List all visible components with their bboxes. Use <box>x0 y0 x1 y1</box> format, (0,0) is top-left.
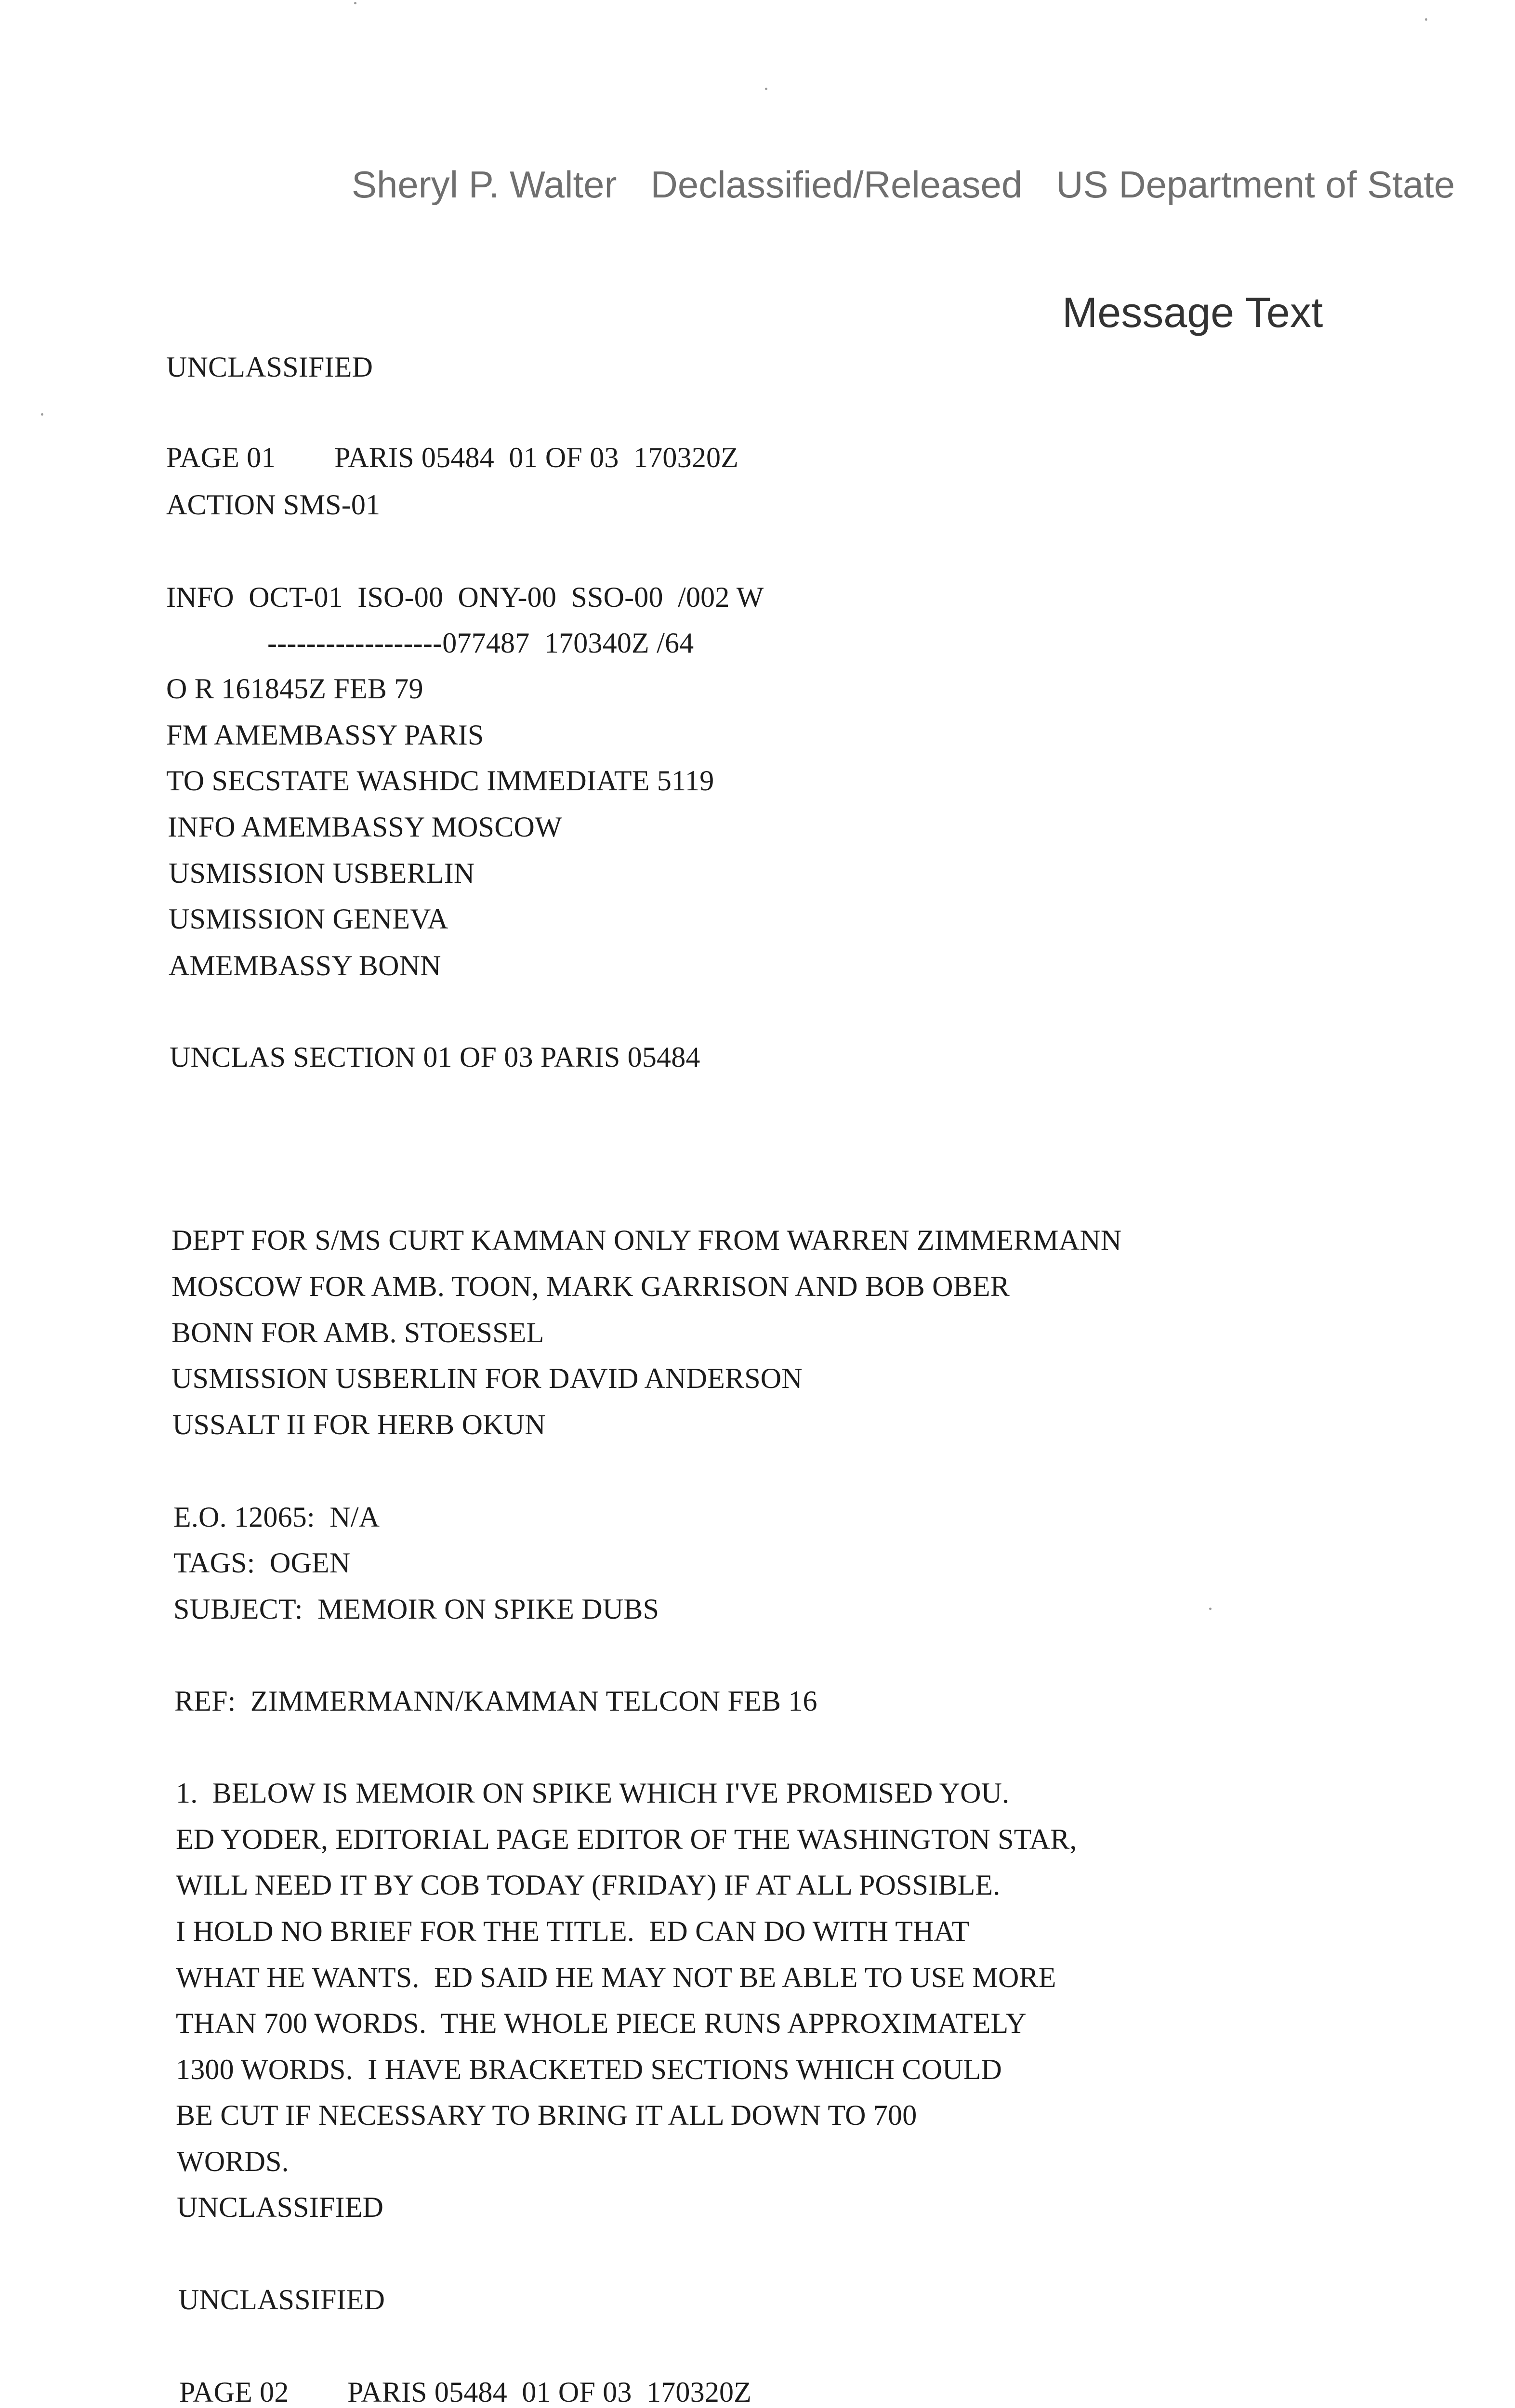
stamp-agency: US Department of State <box>1056 163 1455 206</box>
info-addressee: AMEMBASSY BONN <box>169 950 441 982</box>
to-line: TO SECSTATE WASHDC IMMEDIATE 5119 <box>166 765 714 797</box>
distribution-line: USSALT II FOR HERB OKUN <box>172 1409 546 1440</box>
scan-speck <box>41 413 43 416</box>
page-line: PAGE 01 PARIS 05484 01 OF 03 170320Z <box>166 442 739 473</box>
paragraph-1-line: 1. BELOW IS MEMOIR ON SPIKE WHICH I'VE PROMISED YOU. <box>176 1777 1010 1809</box>
distribution-line: MOSCOW FOR AMB. TOON, MARK GARRISON AND BOB OBER <box>171 1270 1010 1302</box>
paragraph-1-line: WORDS. <box>177 2146 289 2177</box>
subject-line: SUBJECT: MEMOIR ON SPIKE DUBS <box>173 1593 659 1625</box>
paragraph-1-line: BE CUT IF NECESSARY TO BRING IT ALL DOWN TO 700 <box>176 2099 917 2131</box>
info-addressee: INFO AMEMBASSY MOSCOW <box>168 811 562 843</box>
scan-speck <box>1425 18 1427 21</box>
distribution-line: USMISSION USBERLIN FOR DAVID ANDERSON <box>171 1362 803 1394</box>
scan-speck <box>1209 1608 1212 1610</box>
action-line: ACTION SMS-01 <box>166 489 381 521</box>
message-text-heading: Message Text <box>1062 288 1323 336</box>
classification-header: UNCLASSIFIED <box>178 2284 385 2316</box>
stamp-name: Sheryl P. Walter <box>352 163 617 206</box>
paragraph-1-line: I HOLD NO BRIEF FOR THE TITLE. ED CAN DO WITH THAT <box>176 1915 970 1947</box>
classification-footer: UNCLASSIFIED <box>177 2191 384 2223</box>
paragraph-1-line: 1300 WORDS. I HAVE BRACKETED SECTIONS WHICH COULD <box>176 2054 1002 2085</box>
info-line: INFO OCT-01 ISO-00 ONY-00 SSO-00 /002 W <box>166 581 764 613</box>
scan-speck <box>354 2 356 4</box>
paragraph-1-line: WHAT HE WANTS. ED SAID HE MAY NOT BE ABLE TO USE MORE <box>176 1962 1056 1993</box>
routing-line: ------------------077487 170340Z /64 <box>267 627 694 659</box>
paragraph-1-line: THAN 700 WORDS. THE WHOLE PIECE RUNS APPROXIMATELY <box>176 2007 1027 2039</box>
eo-line: E.O. 12065: N/A <box>173 1501 380 1533</box>
info-addressee: USMISSION USBERLIN <box>169 857 475 889</box>
page-line: PAGE 02 PARIS 05484 01 OF 03 170320Z <box>179 2376 752 2408</box>
ref-line: REF: ZIMMERMANN/KAMMAN TELCON FEB 16 <box>174 1685 817 1717</box>
classification-header: UNCLASSIFIED <box>166 351 373 383</box>
from-line: FM AMEMBASSY PARIS <box>166 719 484 751</box>
paragraph-1-line: ED YODER, EDITORIAL PAGE EDITOR OF THE WASHINGTON STAR, <box>176 1823 1077 1855</box>
scan-speck <box>765 88 767 90</box>
paragraph-1-line: WILL NEED IT BY COB TODAY (FRIDAY) IF AT ALL POSSIBLE. <box>176 1869 1001 1901</box>
info-addressee: USMISSION GENEVA <box>169 903 448 935</box>
declassification-stamp-top <box>352 163 1489 207</box>
date-time-group: O R 161845Z FEB 79 <box>166 673 423 705</box>
distribution-line: DEPT FOR S/MS CURT KAMMAN ONLY FROM WARREN ZIMMERMANN <box>171 1224 1122 1256</box>
stamp-status: Declassified/Released <box>650 163 1023 206</box>
section-line: UNCLAS SECTION 01 OF 03 PARIS 05484 <box>170 1041 700 1073</box>
tags-line: TAGS: OGEN <box>173 1547 351 1579</box>
distribution-line: BONN FOR AMB. STOESSEL <box>171 1317 544 1348</box>
